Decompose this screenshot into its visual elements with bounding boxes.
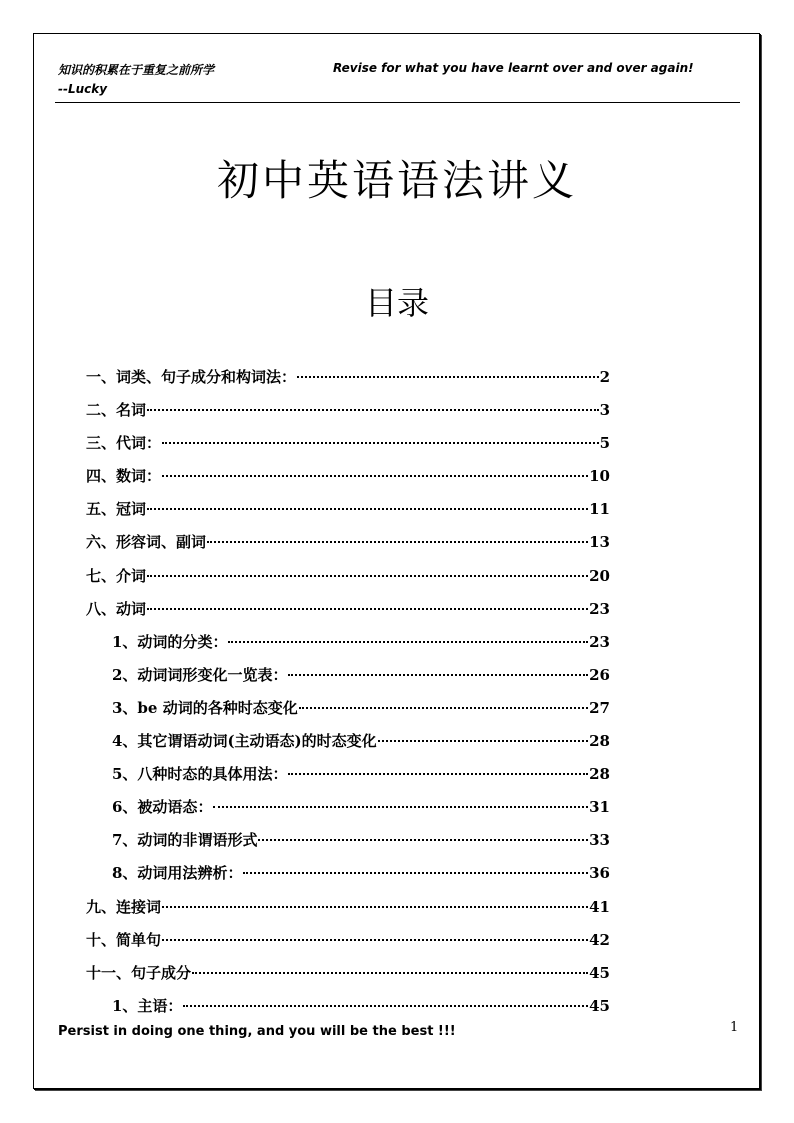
toc-leader-dots <box>288 674 588 676</box>
page-number: 1 <box>730 1020 739 1035</box>
toc-leader-dots <box>299 707 588 709</box>
toc-leader-dots <box>378 740 588 742</box>
toc-leader-dots <box>192 972 588 974</box>
toc-entry-label: 二、名词 <box>86 401 147 420</box>
header-motto-en: Revise for what you have learnt over and over again! <box>333 61 694 75</box>
header-divider <box>55 102 740 103</box>
toc-entry[interactable] <box>86 462 610 495</box>
toc-entry-label: 1、主语： <box>112 996 183 1015</box>
toc-entry[interactable] <box>86 429 610 462</box>
toc-leader-dots <box>162 906 588 908</box>
toc-entry[interactable] <box>86 595 610 628</box>
toc-entry-page: 31 <box>589 798 610 817</box>
toc-leader-dots <box>147 409 599 411</box>
toc-entry-label: 4、其它谓语动词(主动语态)的时态变化 <box>112 732 377 751</box>
toc-entry[interactable] <box>86 661 610 694</box>
toc-entry-page: 3 <box>599 401 610 420</box>
toc-entry-page: 42 <box>589 930 610 949</box>
toc-entry[interactable] <box>86 959 610 992</box>
toc-leader-dots <box>228 641 588 643</box>
toc-leader-dots <box>213 806 588 808</box>
toc-entry-label: 3、be 动词的各种时态变化 <box>112 698 298 717</box>
toc-entry-page: 33 <box>589 831 610 850</box>
toc-entry-label: 三、代词： <box>86 434 162 453</box>
toc-entry-label: 四、数词： <box>86 467 162 486</box>
toc-leader-dots <box>297 376 599 378</box>
toc-entry-page: 20 <box>589 566 610 585</box>
toc-entry-page: 23 <box>589 632 610 651</box>
header-motto-cn: 知识的积累在于重复之前所学 <box>58 63 215 77</box>
toc-leader-dots <box>147 608 588 610</box>
toc-heading: 目录 <box>364 283 429 322</box>
toc-entry[interactable] <box>86 562 610 595</box>
document-title: 初中英语语法讲义 <box>216 156 577 206</box>
toc-leader-dots <box>258 839 588 841</box>
toc-entry[interactable] <box>86 628 610 661</box>
toc-leader-dots <box>243 872 588 874</box>
toc-entry-label: 8、动词用法辨析： <box>112 864 243 883</box>
toc-entry[interactable] <box>86 793 610 826</box>
toc-entry[interactable] <box>86 363 610 396</box>
toc-entry[interactable] <box>86 992 610 1025</box>
toc-entry-page: 28 <box>589 732 610 751</box>
toc-entry-label: 5、八种时态的具体用法： <box>112 765 288 784</box>
toc-entry[interactable] <box>86 893 610 926</box>
toc-entry-page: 23 <box>589 599 610 618</box>
footer-motto: Persist in doing one thing, and you will be the best !!! <box>58 1024 456 1039</box>
toc-entry-page: 11 <box>589 500 610 519</box>
toc-entry-label: 七、介词 <box>86 566 147 585</box>
toc-leader-dots <box>183 1005 588 1007</box>
toc-entry-label: 九、连接词 <box>86 897 162 916</box>
toc-entry-page: 10 <box>589 467 610 486</box>
table-of-contents <box>86 363 610 1025</box>
toc-entry[interactable] <box>86 859 610 892</box>
toc-entry-label: 7、动词的非谓语形式 <box>112 831 258 850</box>
toc-entry-page: 28 <box>589 765 610 784</box>
toc-entry-page: 26 <box>589 665 610 684</box>
toc-entry[interactable] <box>86 727 610 760</box>
toc-entry[interactable] <box>86 495 610 528</box>
toc-entry-label: 2、动词词形变化一览表： <box>112 665 288 684</box>
toc-leader-dots <box>147 508 588 510</box>
toc-entry-page: 45 <box>589 996 610 1015</box>
toc-entry-label: 十一、句子成分 <box>86 963 192 982</box>
toc-entry[interactable] <box>86 396 610 429</box>
toc-entry-page: 2 <box>599 368 610 386</box>
toc-entry-label: 五、冠词 <box>86 500 147 519</box>
toc-entry-label: 6、被动语态： <box>112 798 213 817</box>
toc-leader-dots <box>147 575 588 577</box>
toc-entry-page: 41 <box>589 897 610 916</box>
toc-entry-label: 八、动词 <box>86 599 147 618</box>
toc-entry-page: 13 <box>589 533 610 552</box>
toc-leader-dots <box>207 541 588 543</box>
toc-entry[interactable] <box>86 528 610 561</box>
toc-entry[interactable] <box>86 826 610 859</box>
toc-entry-page: 36 <box>589 864 610 883</box>
toc-entry[interactable] <box>86 694 610 727</box>
toc-entry-label: 1、动词的分类： <box>112 632 228 651</box>
toc-entry-label: 六、形容词、副词 <box>86 533 207 552</box>
toc-entry-label: 一、词类、句子成分和构词法： <box>86 368 297 386</box>
header-author: --Lucky <box>58 82 108 96</box>
toc-entry-label: 十、简单句 <box>86 930 162 949</box>
toc-entry-page: 5 <box>599 434 610 453</box>
toc-entry[interactable] <box>86 760 610 793</box>
toc-entry-page: 27 <box>589 698 610 717</box>
toc-entry-page: 45 <box>589 963 610 982</box>
toc-leader-dots <box>162 475 588 477</box>
toc-leader-dots <box>162 939 588 941</box>
toc-leader-dots <box>162 442 599 444</box>
toc-entry[interactable] <box>86 926 610 959</box>
toc-leader-dots <box>288 773 588 775</box>
